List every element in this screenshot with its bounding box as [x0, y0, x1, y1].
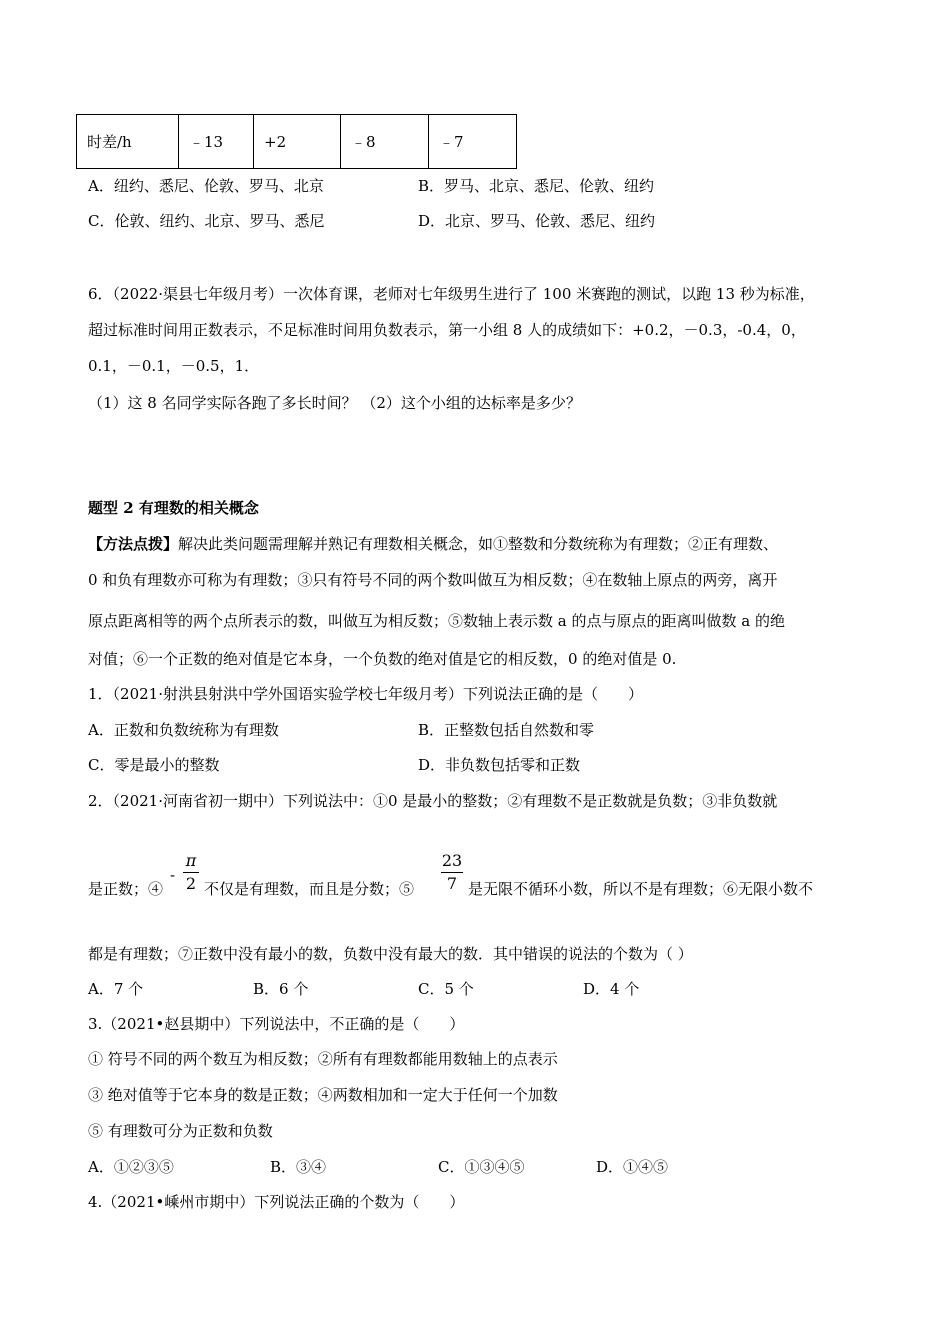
- q5-option-b: B．罗马、北京、悉尼、伦敦、纽约: [418, 177, 655, 195]
- method-text: 解决此类问题需理解并熟记有理数相关概念，如①整数和分数统称为有理数；②正有理数、: [178, 535, 779, 553]
- q1-option-d: D．非负数包括零和正数: [418, 756, 581, 774]
- fraction-bar: [183, 872, 199, 873]
- table-cell: ﹣7: [429, 115, 517, 169]
- q3-statement-1: ① 符号不同的两个数互为相反数；②所有有理数都能用数轴上的点表示: [88, 1050, 558, 1068]
- q2-option-c: C．5 个: [418, 980, 474, 998]
- method-line-2: 0 和负有理数亦可称为有理数；③只有符号不同的两个数叫做互为相反数；④在数轴上原点的两旁，离开: [88, 571, 778, 589]
- method-line-4: 对值；⑥一个正数的绝对值是它本身，一个负数的绝对值是它的相反数，0 的绝对值是 0.: [88, 650, 677, 668]
- q3-statement-2: ③ 绝对值等于它本身的数是正数；④两数相加和一定大于任何一个加数: [88, 1086, 558, 1104]
- q1-option-b: B．正整数包括自然数和零: [418, 721, 595, 739]
- fraction-23-over-7: [441, 852, 463, 893]
- fraction-bar: [441, 872, 463, 873]
- method-line-1: [88, 533, 778, 554]
- q6-line-4: （1）这 8 名同学实际各跑了多长时间？ （2）这个小组的达标率是多少？: [88, 394, 581, 412]
- q4-stem: 4.（2021•嵊州市期中）下列说法正确的个数为（ ）: [88, 1193, 465, 1211]
- q5-option-d: D．北京、罗马、伦敦、悉尼、纽约: [418, 212, 656, 230]
- q3-option-b: B．③④: [270, 1158, 327, 1176]
- table-header-cell: 时差/h: [77, 115, 179, 169]
- method-label: 【方法点拨】: [88, 535, 179, 553]
- q6-line-2: 超过标准时间用正数表示，不足标准时间用负数表示，第一小组 8 人的成绩如下：+0.2，－0.3，-0.4，0，: [88, 321, 806, 339]
- fraction-pi-over-2: [183, 852, 199, 893]
- q6-line-1: 6．（2022·渠县七年级月考）一次体育课，老师对七年级男生进行了 100 米赛跑的测试，以跑 13 秒为标准，: [88, 285, 815, 303]
- table-cell: +2: [254, 115, 341, 169]
- frac1-numerator: π: [185, 851, 197, 870]
- frac2-denominator: 7: [446, 874, 458, 893]
- time-difference-table: [76, 114, 517, 169]
- q5-option-c: C．伦敦、纽约、北京、罗马、悉尼: [88, 212, 325, 230]
- q6-line-3: 0.1，－0.1，－0.5，1．: [88, 357, 260, 375]
- q2-option-d: D．4 个: [583, 980, 640, 998]
- q1-option-a: A．正数和负数统称为有理数: [88, 721, 279, 739]
- q5-option-a: A．纽约、悉尼、伦敦、罗马、北京: [88, 177, 324, 195]
- q2-line-2a: 是正数；④: [88, 880, 164, 898]
- q3-option-a: A．①②③⑤: [88, 1158, 174, 1176]
- q2-line-2c: 是无限不循环小数，所以不是有理数；⑥无限小数不: [468, 880, 814, 898]
- frac1-denominator: 2: [185, 874, 197, 893]
- table-cell: ﹣8: [341, 115, 429, 169]
- q2-line-1: 2．（2021·河南省初一期中）下列说法中：①0 是最小的整数；②有理数不是正数就是负数；③非负数就: [88, 792, 778, 810]
- frac1-sign: -: [170, 866, 176, 884]
- q3-option-d: D．①④⑤: [596, 1158, 669, 1176]
- section-title: 题型 2 有理数的相关概念: [88, 499, 259, 517]
- frac2-numerator: 23: [441, 851, 463, 870]
- q2-line-3: 都是有理数；⑦正数中没有最小的数，负数中没有最大的数．其中错误的说法的个数为（ ）: [88, 945, 693, 963]
- q3-statement-3: ⑤ 有理数可分为正数和负数: [88, 1122, 273, 1140]
- table-cell: ﹣13: [179, 115, 254, 169]
- q3-option-c: C．①③④⑤: [438, 1158, 525, 1176]
- q2-option-b: B．6 个: [253, 980, 309, 998]
- q2-line-2b: 不仅是有理数，而且是分数；⑤: [204, 880, 415, 898]
- method-line-3: 原点距离相等的两个点所表示的数，叫做互为相反数；⑤数轴上表示数 a 的点与原点的距离叫做数 a 的绝: [88, 612, 785, 630]
- q1-stem: 1．（2021·射洪县射洪中学外国语实验学校七年级月考）下列说法正确的是（ ）: [88, 685, 643, 703]
- q2-option-a: A．7 个: [88, 980, 144, 998]
- q3-stem: 3.（2021•赵县期中）下列说法中，不正确的是（ ）: [88, 1015, 465, 1033]
- table-row: [77, 115, 517, 169]
- q1-option-c: C．零是最小的整数: [88, 756, 220, 774]
